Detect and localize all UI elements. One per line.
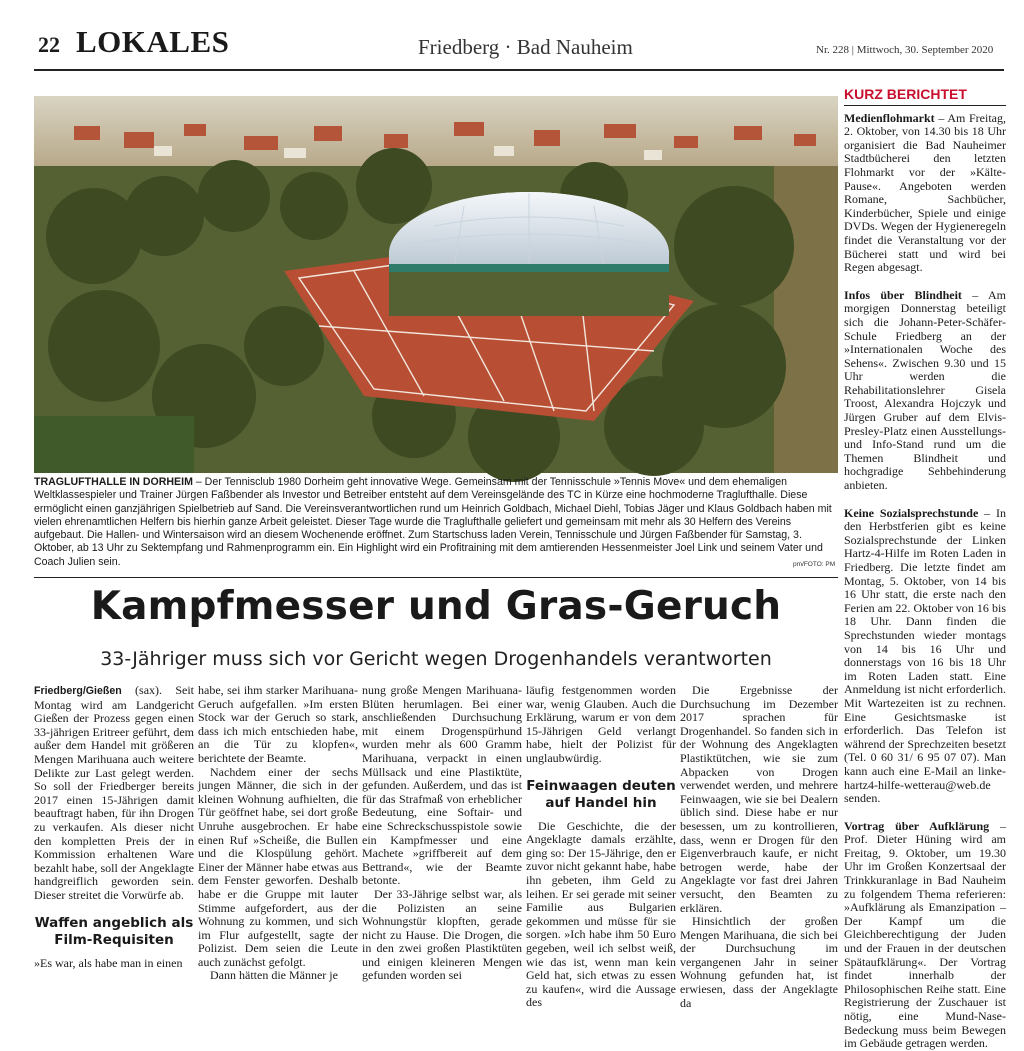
- article-column-2: [198, 683, 358, 983]
- caption-rule: [34, 577, 838, 578]
- article-column-4: [526, 683, 676, 1010]
- news-briefs-sidebar: [844, 86, 1007, 1051]
- article-paragraph: Hinsichtlich der großen Mengen Marihuana, die sich bei der Durchsuchung im vergangenen Jahr in seiner Wohnung gefunden hat, ist erwiesen, dass der Angeklagte da: [680, 914, 838, 1010]
- article-column-5: [680, 683, 838, 1010]
- page-number: 22: [38, 32, 60, 57]
- section-title: LOKALES: [76, 24, 230, 59]
- brief-title: Medienflohmarkt: [844, 110, 935, 125]
- header-rule: [34, 69, 1004, 71]
- brief-text: – Prof. Dieter Hüning wird am Freitag, 9. Oktober, um 19.30 Uhr im Großen Konzertsaal der Trinkkuranlage in Bad Nauheim zu folgendem Thema referieren: »Aufklärung als Emanzipation – Der Kampf um die Gleichberechtigung der Juden und der Frauen in der deutschen Spätaufklärung«. Der Vortrag findet innerhalb der Philosophischen Reihe statt. Eine Registrierung der Zuschauer ist nötig, eine Mund-Nase-Bedeckung muss beim Bewegen im Gebäude getragen werden.: [844, 818, 1007, 1051]
- photo-credit: pm/FOTO: PM: [793, 561, 836, 568]
- brief-item: [844, 820, 1006, 1051]
- article-paragraph: Die Geschichte, die der Angeklagte damals erzählte, ging so: Der 15-Jährige, den er zuvor nicht gekannt habe, habe ihn gebeten, ihm Geld zu leihen. Er sei gerade mit seiner Familie aus Bulgarien gekommen und müsse für sie sorgen. »Ich habe ihm 50 Euro gegeben, weil ich selbst weiß, wie das ist, wenn man kein Geld hat, sich etwas zu essen zu kaufen«, wird die Aussage des: [526, 818, 676, 1010]
- issue-info: Nr. 228 | Mittwoch, 30. September 2020: [816, 44, 994, 56]
- brief-title: Keine Sozialsprechstunde: [844, 505, 979, 520]
- article-headline: Kampfmesser und Gras-Geruch: [90, 584, 782, 629]
- article-paragraph: läufig festgenommen worden war, wenig Glauben. Auch die Erklärung, warum er von dem 15-Jährigen Geld verlangt habe, hielt der Polizist für unglaubwürdig.: [526, 683, 676, 765]
- brief-title: Infos über Blindheit: [844, 287, 962, 302]
- brief-item: [844, 112, 1006, 275]
- brief-text: – In den Herbstferien gibt es keine Sozialsprechstunde der Linken Hartz-4-Hilfe im Roten Laden in Friedberg. Die letzte findet am Montag, 5. Oktober, von 14 bis 16 Uhr statt, die erste nach den Ferien am 22. Oktober von 16 bis 18 Uhr. Dann finden die Sprechstunden wieder montags von 14 bis 16 Uhr und donnerstags von 16 bis 18 Uhr im Roten Laden statt. Eine Anmeldung ist nicht erforderlich. Mit Wartezeiten ist zu rechnen. Eine Gesichtsmaske ist erforderlich. Das Telefon ist während der Sprechzeiten besetzt (Tel. 0 60 31/ 6 95 07 07). Man kann auch eine E-Mail an linke-hartz4-hilfe-wetterau@web.de senden.: [844, 505, 1006, 806]
- article-byline: Friedberg/Gießen: [34, 685, 122, 697]
- article-paragraph: Die Ergebnisse der Durchsuchung im Dezember 2017 sprachen für Drogenhandel. So fanden sich in der Wohnung des Angeklagten Plastiktütchen, wie sie zum Abpacken von Drogen verwendet werden, und mehrere Feinwaagen, wie sie bei Dealern üblich sind. Diese habe er nur besessen, um zu kontrollieren, dass, wenn er Drogen für den Eigenverbrauch kaufe, er nicht betrogen werde, habe der Angeklagte vor fast drei Jahren versucht, den Beamten zu erklären.: [680, 683, 838, 915]
- brief-item: [844, 507, 1006, 806]
- sidebar-heading: KURZ BERICHTET: [844, 88, 1006, 106]
- location-header: Friedberg · Bad Nauheim: [418, 35, 633, 59]
- article-paragraph: »Es war, als habe man in einen: [34, 955, 183, 970]
- caption-title: TRAGLUFTHALLE IN DORHEIM: [34, 476, 193, 488]
- article-column-1: [34, 684, 194, 977]
- article-paragraph: nung große Mengen Marihuana-Blüten herumlagen. Bei einer anschließenden Durchsuchung mit einem Drogenspürhund wurden mehr als 600 Gramm Marihuana, verpackt in einen Müllsack und eine Plastiktüte, gefunden. Außerdem, und das ist für das Strafmaß von erheblicher Bedeutung, eine Softair- und eine Schreckschusspistole sowie ein Kampfmesser und eine Machete »griffbereit auf dem Bettrand«, wie der Beamte betonte.: [362, 683, 522, 888]
- article-paragraph: Nachdem einer der sechs jungen Männer, die sich in der kleinen Wohnung aufhielten, die Tür geöffnet habe, sei dort große Unruhe ausgebrochen. Er habe einen Ruf »Scheiße, die Bullen und die Klospülung gehört. Einer der Männer habe etwas aus dem Fenster geworfen. Deshalb habe er die Gruppe mit lauter Stimme aufgefordert, aus der Wohnung zu kommen, und sich im Flur aufgestellt, sagte der Polizist. Dem seien die Leute auch zunächst gefolgt.: [198, 764, 358, 969]
- article-paragraph: Dann hätten die Männer je: [210, 968, 338, 983]
- article-paragraph: Der 33-Jährige selbst war, als die Polizisten an seine Wohnungstür klopften, gerade nicht zu Hause. Die Drogen, die in den zwei großen Plastiktüten und einigen kleineren Mengen gefunden worden sei: [362, 886, 522, 983]
- article-column-3: [362, 683, 522, 983]
- brief-text: – Am Freitag, 2. Oktober, von 14.30 bis 18 Uhr organisiert die Bad Nauheimer Stadtbücherei den letzten Flohmarkt vor der »Kälte-Pause«. Angeboten werden Romane, Sachbücher, Kinderbücher, Spiele und einige DVDs. Wegen der Hygieneregeln findet die Veranstaltung vor der Bücherei statt und wird bei Regen abgesagt.: [844, 110, 1006, 275]
- caption-text: – Der Tennisclub 1980 Dorheim geht innovative Wege. Gemeinsam mit der Tennisschule »Tennis Move« und dem ehemaligen Weltklassespieler und Trainer Jürgen Faßbender als Investor und Betreiber entsteht auf dem Vereinsgelände des TC in Kürze eine hochmoderne Traglufthalle. Diese ermöglicht einen ganzjährigen Spielbetrieb auf Sand. Die Vereinsverantwortlichen rund um Heinrich Goldbach, Michael Diehl, Tobias Jäger und Klaus Goldbach haben mit vielen ehrenamtlichen Helfern bis hierhin ganze Arbeit geleistet. Dieser Tage wurde die Traglufthalle geliefert und gemeinsam mit mehr als 30 Helfern des Vereins aufgebaut. Die Hallen- und Wintersaison wird an diesem Wochenende eröffnet. Zum Startschuss laden Verein, Tennisschule und Jürgen Faßbender für Samstag, 3. Oktober, ab 13 Uhr zu Sektempfang und Rahmenprogramm ein. Ein Highlight wird ein Profitraining mit dem amtierenden Hessenmeister Joel Link und seinem Vater und Coach Julien sein.: [34, 476, 832, 568]
- brief-item: [844, 289, 1006, 493]
- aerial-photo: [34, 96, 838, 473]
- article-paragraph: habe, sei ihm starker Marihuana-Geruch aufgefallen. »Im ersten Stock war der Geruch so stark, dass ich mich entschieden habe, an die Tür zu klopfen«, berichtete der Beamte.: [198, 683, 358, 765]
- article-subheadline: 33-Jähriger muss sich vor Gericht wegen Drogenhandels verantworten: [100, 648, 772, 670]
- brief-title: Vortrag über Aufklärung: [844, 818, 990, 833]
- brief-text: – Am morgigen Donnerstag beteiligt sich die Johann-Peter-Schäfer-Schule Friedberg an der »Internationalen Woche des Sehens«. Zwischen 9.30 und 15 Uhr werden die Rehabilitationslehrer Gisela Troost, Alexandra Hojczyk und Jürgen Gruber auf dem Elvis-Presley-Platz einen Ausstellungs- und Info-Stand rund um die Themen Blindheit und hochgradige Sehbehinderung anbieten.: [844, 287, 1006, 493]
- article-subheading: Waffen angeblich als Film-Requisiten: [34, 914, 194, 948]
- photo-caption: [34, 476, 838, 569]
- article-subheading: Feinwaagen deuten auf Handel hin: [526, 777, 676, 811]
- article-paragraph: [34, 684, 194, 903]
- paragraph-text: (sax). Seit Montag wird am Landgericht Gießen der Prozess gegen einen 33-jährigen Eritreer geführt, dem außer dem Handel mit größeren Mengen Marihuana auch weitere Delikte zur Last gelegt werden. So soll der Friedberger bereits 2017 einen 15-Jährigen damit beauftragt haben, für ihn Drogen zu verkaufen. Als dieser nicht den kompletten Preis der in Kommission erhaltenen Ware bezahlt habe, soll der Angeklagte handgreiflich geworden sein. Dieser streitet die Vorwürfe ab.: [34, 683, 194, 902]
